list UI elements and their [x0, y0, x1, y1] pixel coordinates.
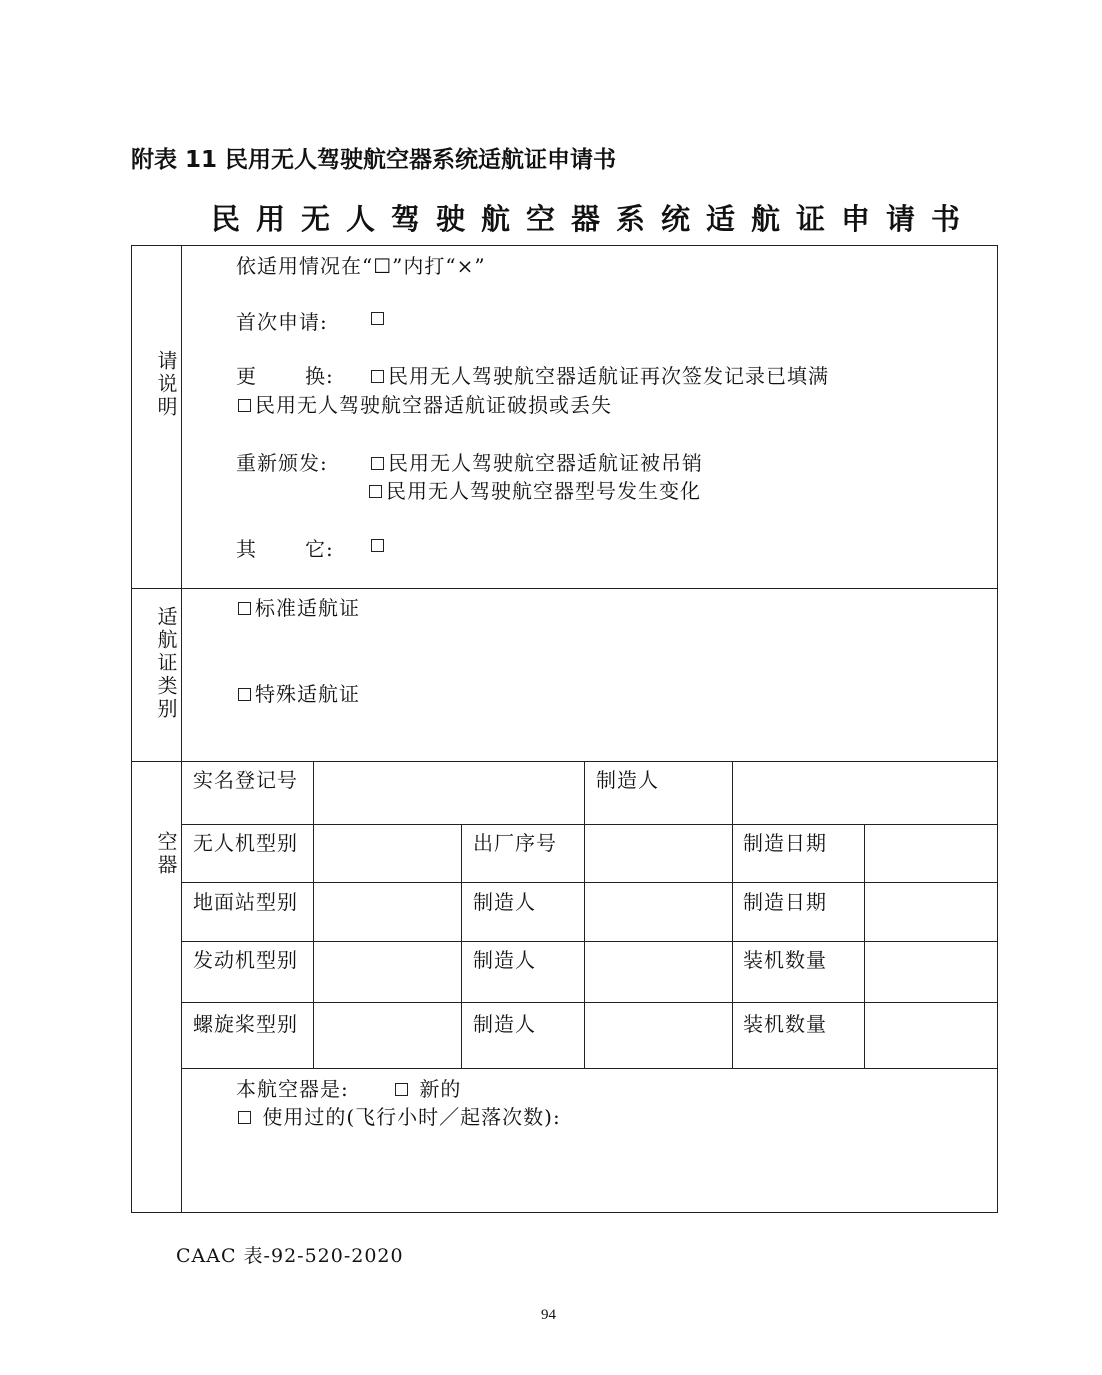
reissue-checkbox-2[interactable] — [369, 485, 382, 498]
replace-label: 更 换: — [236, 364, 334, 388]
standard-checkbox[interactable] — [238, 602, 251, 615]
replace-checkbox-2[interactable] — [238, 399, 251, 412]
grid-line-row-3 — [181, 941, 998, 942]
application-section-label: 请说明 — [154, 349, 178, 419]
used-checkbox[interactable] — [238, 1111, 251, 1124]
used-option[interactable]: 使用过的(飞行小时／起落次数): — [238, 1101, 561, 1130]
grid-line-row-1 — [181, 824, 998, 825]
special-certificate-option[interactable]: 特殊适航证 — [238, 678, 360, 707]
replace-option-2[interactable]: 民用无人驾驶航空器适航证破损或丢失 — [238, 389, 612, 418]
form-code: CAAC 表-92-520-2020 — [176, 1245, 404, 1267]
ground-station-label: 地面站型别 — [193, 890, 298, 914]
grid-line-row-5 — [181, 1068, 998, 1069]
other-checkbox[interactable] — [371, 533, 388, 557]
reissue-option-2[interactable]: 民用无人驾驶航空器型号发生变化 — [369, 475, 701, 504]
manufacturer-label: 制造人 — [596, 768, 659, 792]
replace-checkbox-1[interactable] — [371, 370, 384, 383]
engine-manufacturer-label: 制造人 — [473, 948, 536, 972]
grid-col-4 — [732, 761, 733, 1068]
grid-line-row-4 — [181, 1002, 998, 1003]
other-label: 其 它: — [236, 537, 334, 561]
section-divider-1 — [132, 588, 998, 589]
manufacture-date-label: 制造日期 — [743, 831, 827, 855]
first-application-checkbox[interactable] — [371, 306, 388, 330]
special-checkbox[interactable] — [238, 688, 251, 701]
reissue-checkbox-1[interactable] — [371, 457, 384, 470]
uav-model-label: 无人机型别 — [193, 831, 298, 855]
page-number: 94 — [541, 1307, 556, 1323]
engine-model-label: 发动机型别 — [193, 948, 298, 972]
form-table — [131, 245, 998, 1213]
new-option[interactable]: 新的 — [395, 1073, 461, 1102]
appendix-title: 附表 11 民用无人驾驶航空器系统适航证申请书 — [131, 147, 617, 173]
prop-quantity-label: 装机数量 — [743, 1012, 827, 1036]
grid-col-5 — [864, 824, 865, 1068]
serial-number-label: 出厂序号 — [473, 831, 557, 855]
engine-quantity-label: 装机数量 — [743, 948, 827, 972]
gs-manufacturer-label: 制造人 — [473, 890, 536, 914]
reissue-option-1[interactable]: 民用无人驾驶航空器适航证被吊销 — [371, 447, 703, 476]
gs-date-label: 制造日期 — [743, 890, 827, 914]
propeller-model-label: 螺旋桨型别 — [193, 1012, 298, 1036]
form-title: 民用无人驾驶航空器系统适航证申请书 — [211, 202, 977, 236]
first-application-label: 首次申请: — [236, 310, 328, 334]
category-section-label: 适航证类别 — [154, 605, 178, 721]
grid-line-row-2 — [181, 882, 998, 883]
new-checkbox[interactable] — [395, 1083, 408, 1096]
grid-col-2 — [461, 824, 462, 1068]
instruction-text: 依适用情况在“☐”内打“×” — [236, 254, 486, 278]
reissue-label: 重新颁发: — [236, 451, 328, 475]
prop-manufacturer-label: 制造人 — [473, 1012, 536, 1036]
grid-col-1 — [313, 761, 314, 1068]
registration-label: 实名登记号 — [193, 768, 298, 792]
grid-col-3 — [584, 761, 585, 1068]
replace-option-1[interactable]: 民用无人驾驶航空器适航证再次签发记录已填满 — [371, 360, 829, 389]
standard-certificate-option[interactable]: 标准适航证 — [238, 592, 360, 621]
section-divider-2 — [132, 761, 998, 762]
aircraft-status-label: 本航空器是: — [236, 1077, 349, 1101]
aircraft-section-label: 空器 — [154, 831, 178, 877]
